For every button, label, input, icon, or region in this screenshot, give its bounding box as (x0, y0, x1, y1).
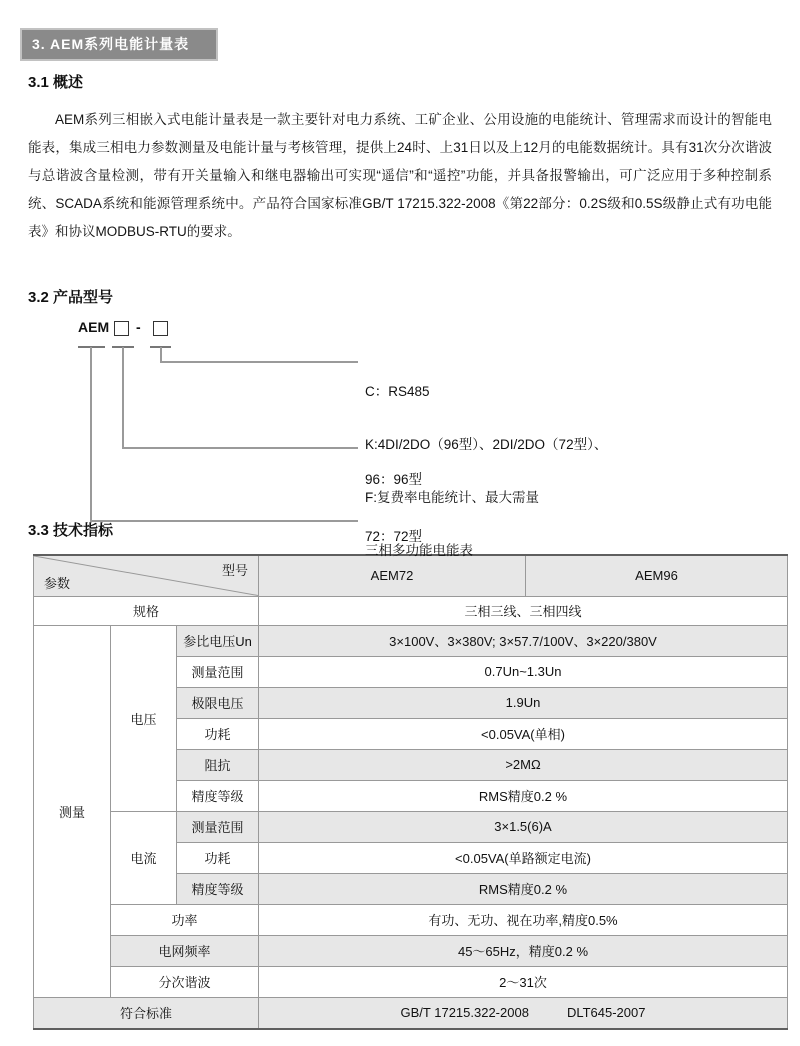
series-legend (365, 509, 473, 592)
heading-overview: 3.1 概述 (28, 74, 84, 91)
param-cell: 极限电压 (177, 687, 259, 718)
table-row (34, 997, 788, 1029)
connector-line (122, 347, 124, 447)
legend-line: 三相多功能电能表 (365, 543, 473, 558)
param-cell: 参比电压Un (177, 625, 259, 656)
param-cell: 测量范围 (177, 656, 259, 687)
connector-line (160, 361, 358, 363)
model-function-box (153, 321, 168, 336)
model-dash-label: - (136, 319, 141, 335)
value-cell: >2MΩ (259, 749, 788, 780)
param-cell: 精度等级 (177, 873, 259, 904)
connector-line (90, 520, 358, 522)
param-cell: 规格 (34, 596, 259, 625)
table-row (34, 904, 788, 935)
param-cell: 分次谐波 (111, 966, 259, 997)
diagonal-header-cell (34, 555, 259, 596)
voltage-group-cell: 电压 (111, 625, 177, 811)
legend-line: F:复费率电能统计、最大需量 (365, 490, 539, 505)
heading-specs: 3.3 技术指标 (28, 522, 114, 539)
legend-line: C：RS485 (365, 384, 430, 399)
current-group-cell: 电流 (111, 811, 177, 904)
table-row (34, 966, 788, 997)
value-cell: <0.05VA(单路额定电流) (259, 842, 788, 873)
param-cell: 功耗 (177, 718, 259, 749)
legend-line: 96：96型 (365, 472, 423, 487)
column-header-aem72: AEM72 (259, 555, 526, 596)
spec-table (33, 554, 788, 1030)
param-cell: 符合标准 (34, 997, 259, 1029)
value-cell: 3×1.5(6)A (259, 811, 788, 842)
connector-line (122, 447, 358, 449)
value-cell: 有功、无功、视在功率,精度0.5% (259, 904, 788, 935)
param-cell: 功率 (111, 904, 259, 935)
value-cell: 1.9Un (259, 687, 788, 718)
value-cell: 0.7Un~1.3Un (259, 656, 788, 687)
header-param-label: 参数 (44, 575, 71, 591)
value-cell: <0.05VA(单相) (259, 718, 788, 749)
measure-group-cell: 测量 (34, 625, 111, 997)
table-row (34, 811, 788, 842)
param-cell: 阻抗 (177, 749, 259, 780)
connector-line (90, 347, 92, 520)
legend-line: K:4DI/2DO（96型）、2DI/2DO（72型）、 (365, 437, 608, 452)
heading-model: 3.2 产品型号 (28, 289, 114, 306)
value-cell: 3×100V、3×380V; 3×57.7/100V、3×220/380V (259, 625, 788, 656)
param-cell: 测量范围 (177, 811, 259, 842)
value-cell: 45～65Hz，精度0.2 % (259, 935, 788, 966)
value-cell: 2～31次 (259, 966, 788, 997)
param-cell: 电网频率 (111, 935, 259, 966)
model-prefix-label: AEM (78, 319, 110, 335)
column-header-aem96: AEM96 (526, 555, 788, 596)
value-cell (259, 997, 788, 1029)
value-cell: RMS精度0.2 % (259, 873, 788, 904)
legend-line: 72：72型 (365, 529, 423, 544)
header-model-label: 型号 (221, 563, 248, 578)
standard-value: GB/T 17215.322-2008 (400, 1005, 529, 1021)
table-row (34, 625, 788, 656)
model-size-box (114, 321, 129, 336)
section-banner: 3. AEM系列电能计量表 (20, 28, 218, 61)
underline-prefix (78, 346, 105, 348)
table-row (34, 935, 788, 966)
connector-line (160, 347, 162, 361)
table-row (34, 596, 788, 625)
param-cell: 功耗 (177, 842, 259, 873)
param-cell: 精度等级 (177, 780, 259, 811)
value-cell: 三相三线、三相四线 (259, 596, 788, 625)
value-cell: RMS精度0.2 % (259, 780, 788, 811)
overview-paragraph: AEM系列三相嵌入式电能计量表是一款主要针对电力系统、工矿企业、公用设施的电能统计、管理需求而设计的智能电能表，集成三相电力参数测量及电能计量与考核管理，提供上24时、上31日以及上12月的电能数据统计。具有31次分次谐波与总谐波含量检测，带有开关量输入和继电器输出可实现“遥信”和“遥控”功能，并具备报警输出，可广泛应用于多种控制系统、SCADA系统和能源管理系统中。产品符合国家标准GB/T 17215.322-2008《第22部分：0.2S级和0.5S级静止式有功电能表》和协议MODBUS-RTU的要求。 (28, 112, 772, 239)
standard-value: DLT645-2007 (566, 1005, 646, 1021)
